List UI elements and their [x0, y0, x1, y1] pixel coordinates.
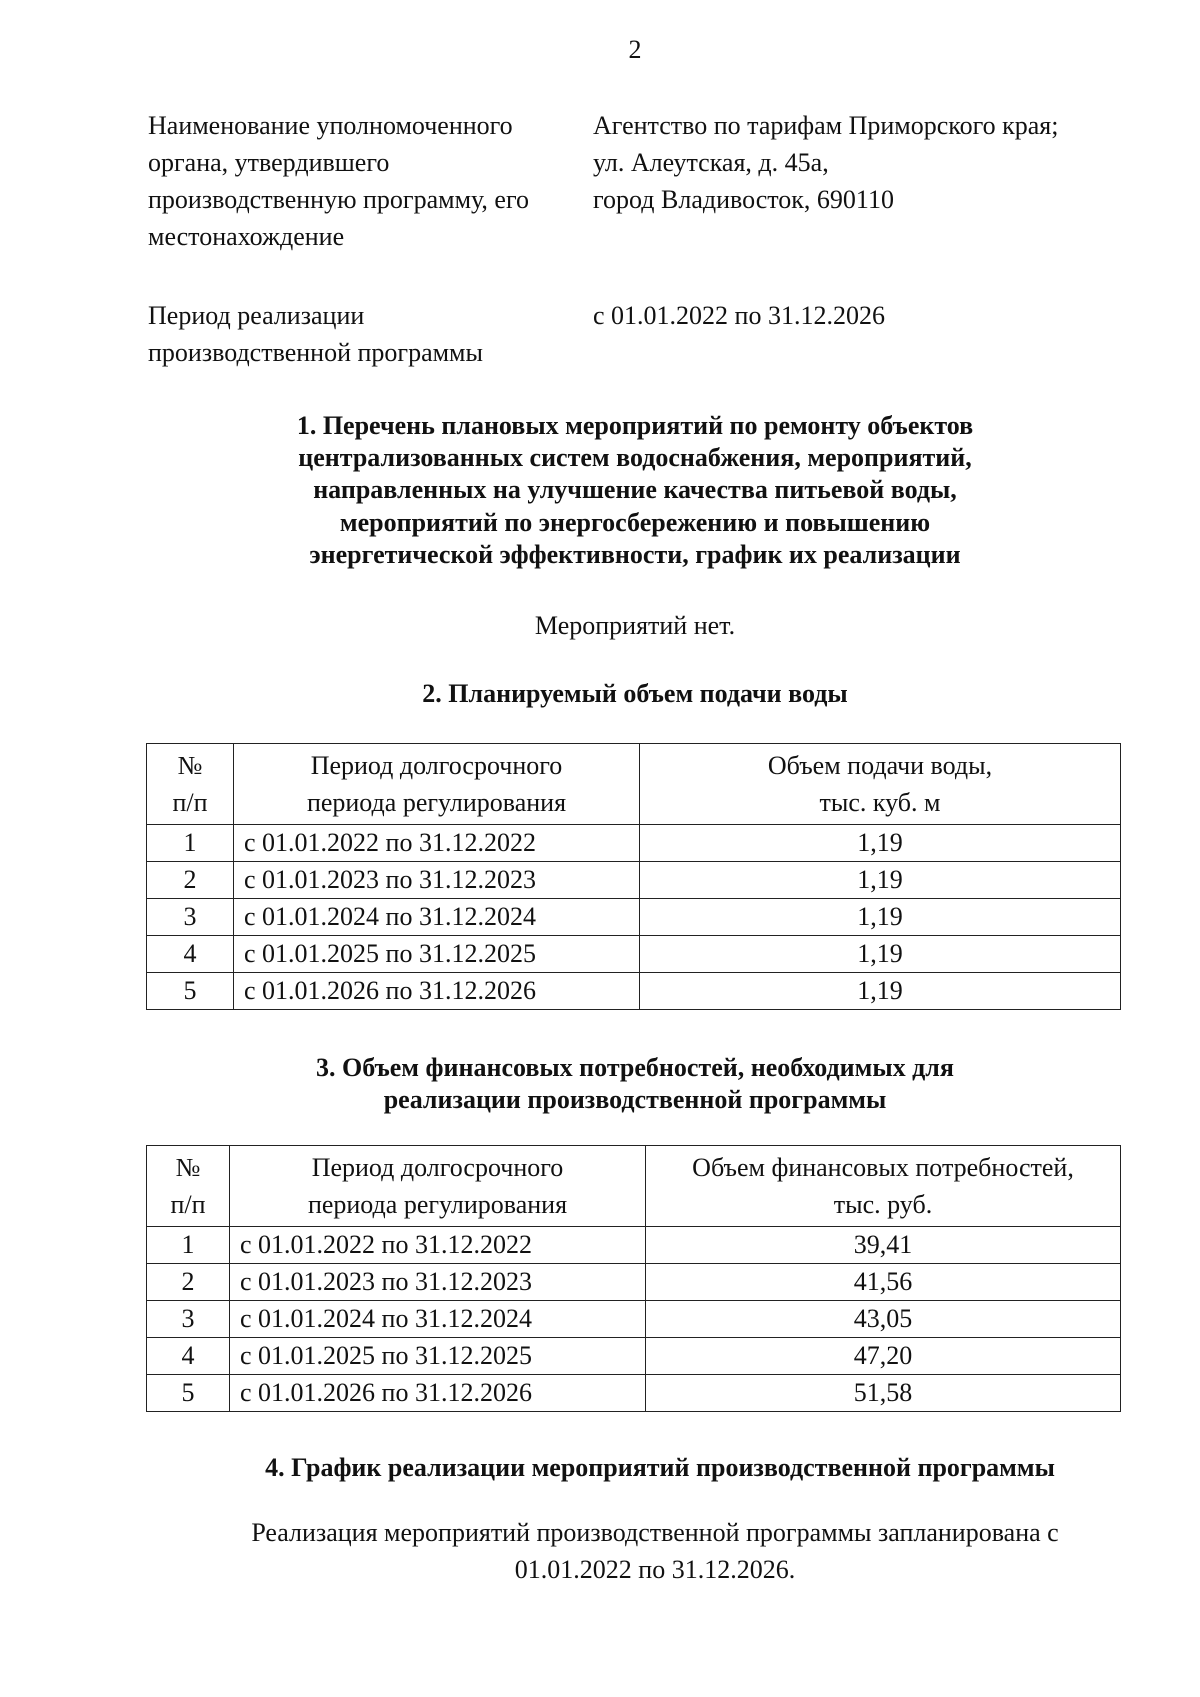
row-num: 5	[147, 972, 234, 1009]
row-period: с 01.01.2022 по 31.12.2022	[234, 824, 640, 861]
row-period: с 01.01.2023 по 31.12.2023	[234, 861, 640, 898]
period-label-line: Период реализации	[148, 301, 365, 330]
row-value: 51,58	[646, 1374, 1121, 1411]
water-volume-table	[146, 743, 1121, 1010]
row-period: с 01.01.2024 по 31.12.2024	[234, 898, 640, 935]
row-value: 1,19	[640, 861, 1121, 898]
section-1-heading-line: энергетической эффективности, график их реализации	[309, 539, 961, 569]
row-num: 3	[147, 898, 234, 935]
period-info-row	[148, 298, 1128, 372]
row-num: 3	[147, 1300, 230, 1337]
row-value: 43,05	[646, 1300, 1121, 1337]
header-num-line: п/п	[170, 1189, 206, 1219]
table-header-row	[147, 744, 1121, 825]
row-num: 4	[147, 1337, 230, 1374]
header-value-line: тыс. куб. м	[819, 787, 941, 817]
section-2-heading: 2. Планируемый объем подачи воды	[422, 679, 848, 708]
row-period: с 01.01.2026 по 31.12.2026	[230, 1374, 646, 1411]
header-value-line: тыс. руб.	[833, 1189, 933, 1219]
section-3-heading	[150, 1052, 1120, 1116]
section-1-text: Мероприятий нет.	[534, 611, 736, 640]
period-value-line: с 01.01.2022 по 31.12.2026	[593, 301, 885, 330]
header-num-line: №	[177, 751, 203, 780]
header-period-line: Период долгосрочного	[310, 751, 563, 780]
period-label-line: производственной программы	[148, 337, 483, 367]
authority-info-row	[148, 108, 1128, 256]
row-value: 1,19	[640, 898, 1121, 935]
header-num-line: №	[175, 1153, 201, 1182]
row-value: 39,41	[646, 1226, 1121, 1263]
row-period: с 01.01.2025 по 31.12.2025	[234, 935, 640, 972]
row-value: 47,20	[646, 1337, 1121, 1374]
header-num-line: п/п	[172, 787, 208, 817]
row-value: 1,19	[640, 972, 1121, 1009]
header-value-line: Объем финансовых потребностей,	[692, 1153, 1074, 1182]
row-num: 5	[147, 1374, 230, 1411]
header-num	[147, 1146, 230, 1227]
table-header-row	[147, 1146, 1121, 1227]
header-period-line: Период долгосрочного	[311, 1153, 564, 1182]
row-num: 2	[147, 861, 234, 898]
period-label	[148, 298, 593, 372]
header-period-line: периода регулирования	[307, 1189, 568, 1219]
header-period-line: периода регулирования	[306, 787, 567, 817]
table-row	[147, 1226, 1121, 1263]
row-num: 4	[147, 935, 234, 972]
table-row	[147, 898, 1121, 935]
row-period: с 01.01.2025 по 31.12.2025	[230, 1337, 646, 1374]
section-3-heading-line: реализации производственной программы	[383, 1085, 887, 1115]
header-num	[147, 744, 234, 825]
row-num: 1	[147, 1226, 230, 1263]
section-4-text-line: Реализация мероприятий производственной программы запланирована с	[251, 1518, 1059, 1547]
section-4-text-line: 01.01.2022 по 31.12.2026.	[514, 1555, 796, 1585]
section-3-heading-line: 3. Объем финансовых потребностей, необходимых для	[316, 1053, 954, 1082]
header-value-line: Объем подачи воды,	[767, 751, 993, 780]
authority-value-line: ул. Алеутская, д. 45а,	[593, 147, 829, 177]
authority-label	[148, 108, 593, 256]
authority-value-line: Агентство по тарифам Приморского края;	[593, 111, 1059, 140]
row-period: с 01.01.2022 по 31.12.2022	[230, 1226, 646, 1263]
header-value	[646, 1146, 1121, 1227]
authority-value-line: город Владивосток, 690110	[593, 184, 894, 214]
table-row	[147, 972, 1121, 1009]
header-period	[230, 1146, 646, 1227]
row-value: 1,19	[640, 935, 1121, 972]
row-num: 2	[147, 1263, 230, 1300]
table-row	[147, 1300, 1121, 1337]
row-value: 41,56	[646, 1263, 1121, 1300]
page-number: 2	[628, 35, 642, 64]
section-4-text	[170, 1514, 1140, 1589]
table-row	[147, 1374, 1121, 1411]
section-1-heading-line: централизованных систем водоснабжения, мероприятий,	[298, 443, 972, 473]
section-1-heading-line: 1. Перечень плановых мероприятий по ремонту объектов	[296, 411, 974, 440]
authority-label-line: производственную программу, его	[148, 184, 529, 214]
section-1-heading-line: направленных на улучшение качества питьевой воды,	[313, 475, 957, 505]
table-row	[147, 1263, 1121, 1300]
section-1-heading-line: мероприятий по энергосбережению и повышению	[339, 507, 931, 537]
row-period: с 01.01.2026 по 31.12.2026	[234, 972, 640, 1009]
authority-value	[593, 108, 1128, 256]
row-period: с 01.01.2023 по 31.12.2023	[230, 1263, 646, 1300]
header-period	[234, 744, 640, 825]
authority-label-line: Наименование уполномоченного	[148, 111, 513, 140]
section-1-heading	[150, 410, 1120, 571]
table-row	[147, 1337, 1121, 1374]
period-value	[593, 298, 1128, 372]
financial-needs-table	[146, 1145, 1121, 1412]
authority-label-line: местонахождение	[148, 221, 345, 251]
table-row	[147, 824, 1121, 861]
row-period: с 01.01.2024 по 31.12.2024	[230, 1300, 646, 1337]
row-value: 1,19	[640, 824, 1121, 861]
section-4-heading: 4. График реализации мероприятий производственной программы	[265, 1453, 1055, 1482]
table-row	[147, 935, 1121, 972]
table-row	[147, 861, 1121, 898]
header-value	[640, 744, 1121, 825]
row-num: 1	[147, 824, 234, 861]
authority-label-line: органа, утвердившего	[148, 147, 390, 177]
